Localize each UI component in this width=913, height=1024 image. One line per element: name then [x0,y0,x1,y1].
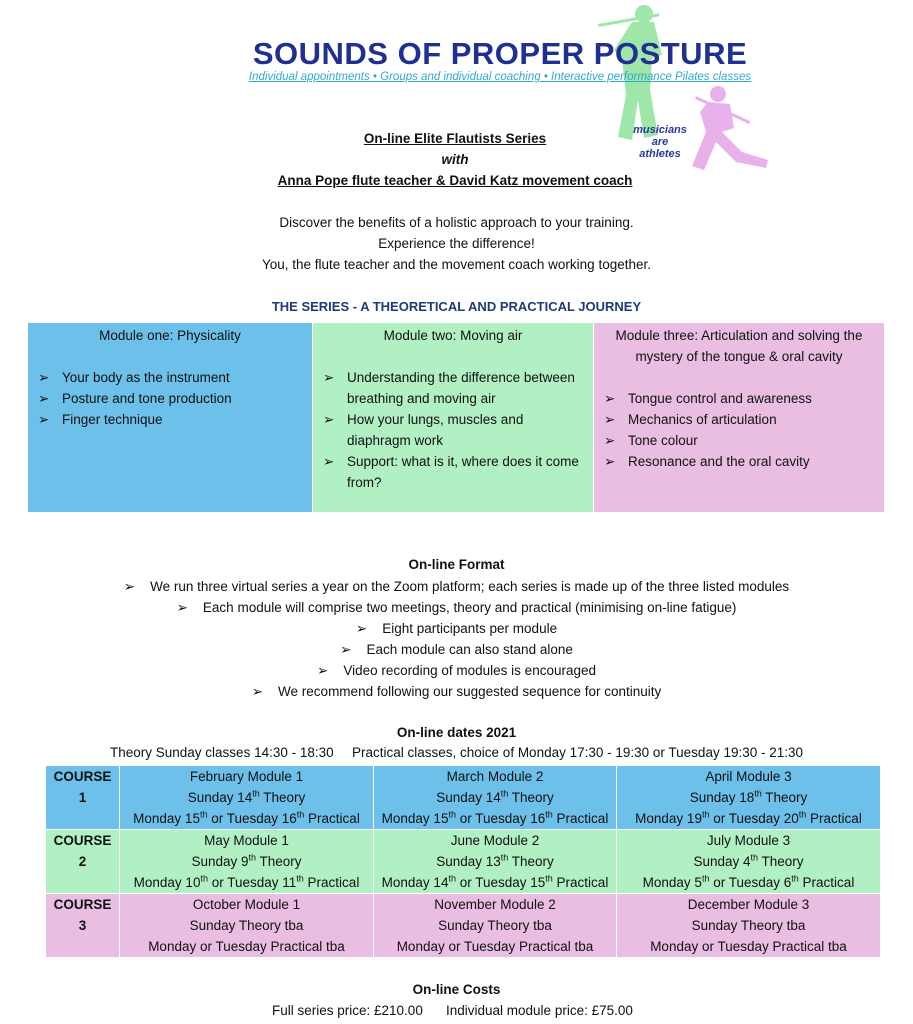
format-item-text: Each module can also stand alone [366,642,573,657]
format-item-text: We recommend following our suggested sequence for continuity [278,684,662,699]
costs-heading: On-line Costs [412,982,501,997]
theory-date [617,915,880,936]
module-date-cell [120,766,374,830]
module-date-title: December Module 3 [687,897,810,912]
slogan-line: musicians [633,124,687,136]
date-text: Monday or Tuesday Practical tba [148,939,345,954]
module-date-title: June Module 2 [450,833,540,848]
list-item-text: Finger technique [62,412,163,427]
date-text: Sunday 13 [436,854,501,869]
date-text: Practical [303,875,360,890]
date-text: Monday or Tuesday Practical tba [396,939,594,954]
brand-tagline: Individual appointments • Groups and individual coaching • Interactive performance Pilates classes [248,71,752,83]
format-item-text: We run three virtual series a year on the Zoom platform; each series is made up of the three listed modules [150,579,790,594]
date-text: Monday 5 [642,875,702,890]
date-text: Theory [761,790,808,805]
module-date-cell [374,830,617,894]
format-item-text: Eight participants per module [382,621,558,636]
module-title: Module three: Articulation and solving the mystery of the tongue & oral cavity [615,328,863,364]
theory-date [120,787,373,808]
date-text: Monday 15 [133,811,200,826]
list-item [323,367,583,409]
intro-line: Discover the benefits of a holistic approach to your training. [279,215,634,230]
module-list [323,367,583,493]
full-series-price: Full series price: £210.00 [272,1003,423,1018]
arrow-bullet-icon: ➢ [340,642,352,657]
module-date-title: July Module 3 [706,833,791,848]
ordinal-suffix: th [296,873,304,884]
ordinal-suffix: th [448,873,456,884]
module-date-title: April Module 3 [705,769,792,784]
module-date-cell [617,766,881,830]
format-item [0,681,913,702]
arrow-bullet-icon: ➢ [323,370,335,385]
arrow-bullet-icon: ➢ [317,663,329,678]
date-text: Practical [806,811,862,826]
list-item [38,388,302,409]
date-text: Monday or Tuesday Practical tba [650,939,847,954]
date-text: Practical [798,875,855,890]
date-text: Sunday Theory tba [691,918,806,933]
format-item [0,597,913,618]
module-one [28,323,312,512]
date-text: Sunday Theory tba [189,918,304,933]
format-item-text: Video recording of modules is encouraged [343,663,596,678]
module-date-cell [617,894,881,958]
theory-date [374,851,616,872]
date-text: Monday 14 [381,875,449,890]
arrow-bullet-icon: ➢ [123,579,136,594]
practical-date [374,808,616,829]
ordinal-suffix: th [545,809,553,820]
format-heading: On-line Format [408,557,505,572]
module-two [313,323,593,512]
arrow-bullet-icon: ➢ [323,454,335,469]
ordinal-suffix: th [798,809,807,820]
module-list [604,388,874,472]
course-number: 3 [78,918,87,933]
list-item-text: Your body as the instrument [62,370,230,385]
module-list [38,367,302,430]
arrow-bullet-icon: ➢ [604,391,616,406]
theory-date [617,787,880,808]
practical-date [617,808,880,829]
format-item [0,576,913,597]
module-title: Module two: Moving air [383,328,523,343]
format-item [0,639,913,660]
course-label-text: COURSE [53,833,112,848]
theory-date [374,915,616,936]
date-text: Practical [552,811,609,826]
module-date-title: November Module 2 [434,897,556,912]
theory-date [120,851,373,872]
ordinal-suffix: th [448,809,456,820]
module-three [594,323,884,512]
date-text: Sunday 14 [187,790,253,805]
list-item-text: Tongue control and awareness [628,391,812,406]
ordinal-suffix: th [199,809,208,820]
date-text: or Tuesday 6 [709,875,792,890]
course-label [46,894,120,958]
date-text: Sunday Theory tba [438,918,552,933]
slogan-line: athletes [639,148,681,160]
list-item [604,430,874,451]
arrow-bullet-icon: ➢ [176,600,188,615]
table-row [46,830,881,894]
theory-date [120,915,373,936]
module-date-cell [120,830,374,894]
practical-date [120,936,373,957]
ordinal-suffix: th [701,809,710,820]
course-label-text: COURSE [53,769,112,784]
arrow-bullet-icon: ➢ [604,454,616,469]
course-number: 2 [78,854,87,869]
dates-heading: On-line dates 2021 [396,725,517,740]
series-title: On-line Elite Flautists Series [363,131,547,146]
list-item [38,409,302,430]
practical-date [120,808,373,829]
list-item [604,409,874,430]
dates-table [45,765,881,958]
list-item-text: Understanding the difference between breathing and moving air [347,370,575,406]
intro-line: You, the flute teacher and the movement coach working together. [261,257,651,272]
date-text: Monday 10 [133,875,201,890]
ordinal-suffix: th [296,809,305,820]
practical-date [120,872,373,893]
format-item-text: Each module will comprise two meetings, theory and practical (minimising on-line fatigue) [202,600,737,615]
ordinal-suffix: th [500,852,509,863]
series-with: with [441,152,469,167]
course-label-text: COURSE [53,897,112,912]
list-item-text: How your lungs, muscles and diaphragm work [347,412,524,448]
practical-times: Practical classes, choice of Monday 17:30 - 19:30 or Tuesday 19:30 - 21:30 [352,745,804,760]
individual-module-price: Individual module price: £75.00 [446,1003,633,1018]
arrow-bullet-icon: ➢ [355,621,368,636]
date-text: Sunday 14 [436,790,501,805]
brand-slogan [620,124,700,160]
modules-table [28,323,884,512]
list-item [323,409,583,451]
arrow-bullet-icon: ➢ [323,412,335,427]
arrow-bullet-icon: ➢ [251,684,264,699]
ordinal-suffix: th [200,873,208,884]
date-text: Sunday 18 [689,790,755,805]
format-item [0,618,913,639]
module-date-title: March Module 2 [446,769,544,784]
list-item [323,451,583,493]
ordinal-suffix: th [248,852,257,863]
date-text: Theory [758,854,804,869]
theory-times: Theory Sunday classes 14:30 - 18:30 [110,745,334,760]
date-text: or Tuesday 15 [455,875,546,890]
arrow-bullet-icon: ➢ [38,412,50,427]
ordinal-suffix: th [750,852,759,863]
date-text: Practical [552,875,609,890]
ordinal-suffix: th [701,873,710,884]
list-item [604,388,874,409]
list-item-text: Posture and tone production [62,391,232,406]
date-text: Theory [256,854,302,869]
theory-date [374,787,616,808]
journey-heading: THE SERIES - A THEORETICAL AND PRACTICAL JOURNEY [271,299,642,314]
series-teachers: Anna Pope flute teacher & David Katz movement coach [277,173,633,188]
date-text: or Tuesday 11 [207,875,297,890]
brand-title: SOUNDS OF PROPER POSTURE [252,36,748,71]
arrow-bullet-icon: ➢ [604,412,616,427]
date-text: Sunday 4 [693,854,751,869]
course-number: 1 [78,790,87,805]
practical-date [617,872,880,893]
module-date-title: May Module 1 [204,833,289,848]
module-date-cell [374,766,617,830]
ordinal-suffix: th [754,788,762,799]
date-text: Theory [508,790,554,805]
list-item-text: Resonance and the oral cavity [628,454,810,469]
table-row [46,766,881,830]
format-item [0,660,913,681]
list-item-text: Support: what is it, where does it come from? [347,454,579,490]
module-title: Module one: Physicality [99,328,241,343]
table-row [46,894,881,958]
date-text: Monday 15 [381,811,449,826]
date-text: Monday 19 [635,811,702,826]
date-text: or Tuesday 16 [207,811,297,826]
ordinal-suffix: th [252,788,260,799]
date-text: Practical [304,811,360,826]
arrow-bullet-icon: ➢ [604,433,616,448]
module-date-cell [374,894,617,958]
date-text: Sunday 9 [191,854,249,869]
practical-date [374,936,616,957]
module-date-cell [120,894,374,958]
module-date-title: October Module 1 [192,897,301,912]
practical-date [374,872,616,893]
list-item [604,451,874,472]
ordinal-suffix: th [500,788,509,799]
course-label [46,766,120,830]
theory-date [617,851,880,872]
slogan-line: are [651,136,669,148]
list-item-text: Tone colour [628,433,698,448]
arrow-bullet-icon: ➢ [38,391,50,406]
date-text: or Tuesday 20 [709,811,799,826]
ordinal-suffix: th [791,873,799,884]
date-text: Theory [508,854,554,869]
list-item [38,367,302,388]
date-text: Theory [259,790,306,805]
course-label [46,830,120,894]
ordinal-suffix: th [545,873,553,884]
date-text: or Tuesday 16 [455,811,546,826]
list-item-text: Mechanics of articulation [628,412,777,427]
intro-line: Experience the difference! [378,236,535,251]
module-date-title: February Module 1 [189,769,304,784]
module-date-cell [617,830,881,894]
arrow-bullet-icon: ➢ [38,370,50,385]
practical-date [617,936,880,957]
